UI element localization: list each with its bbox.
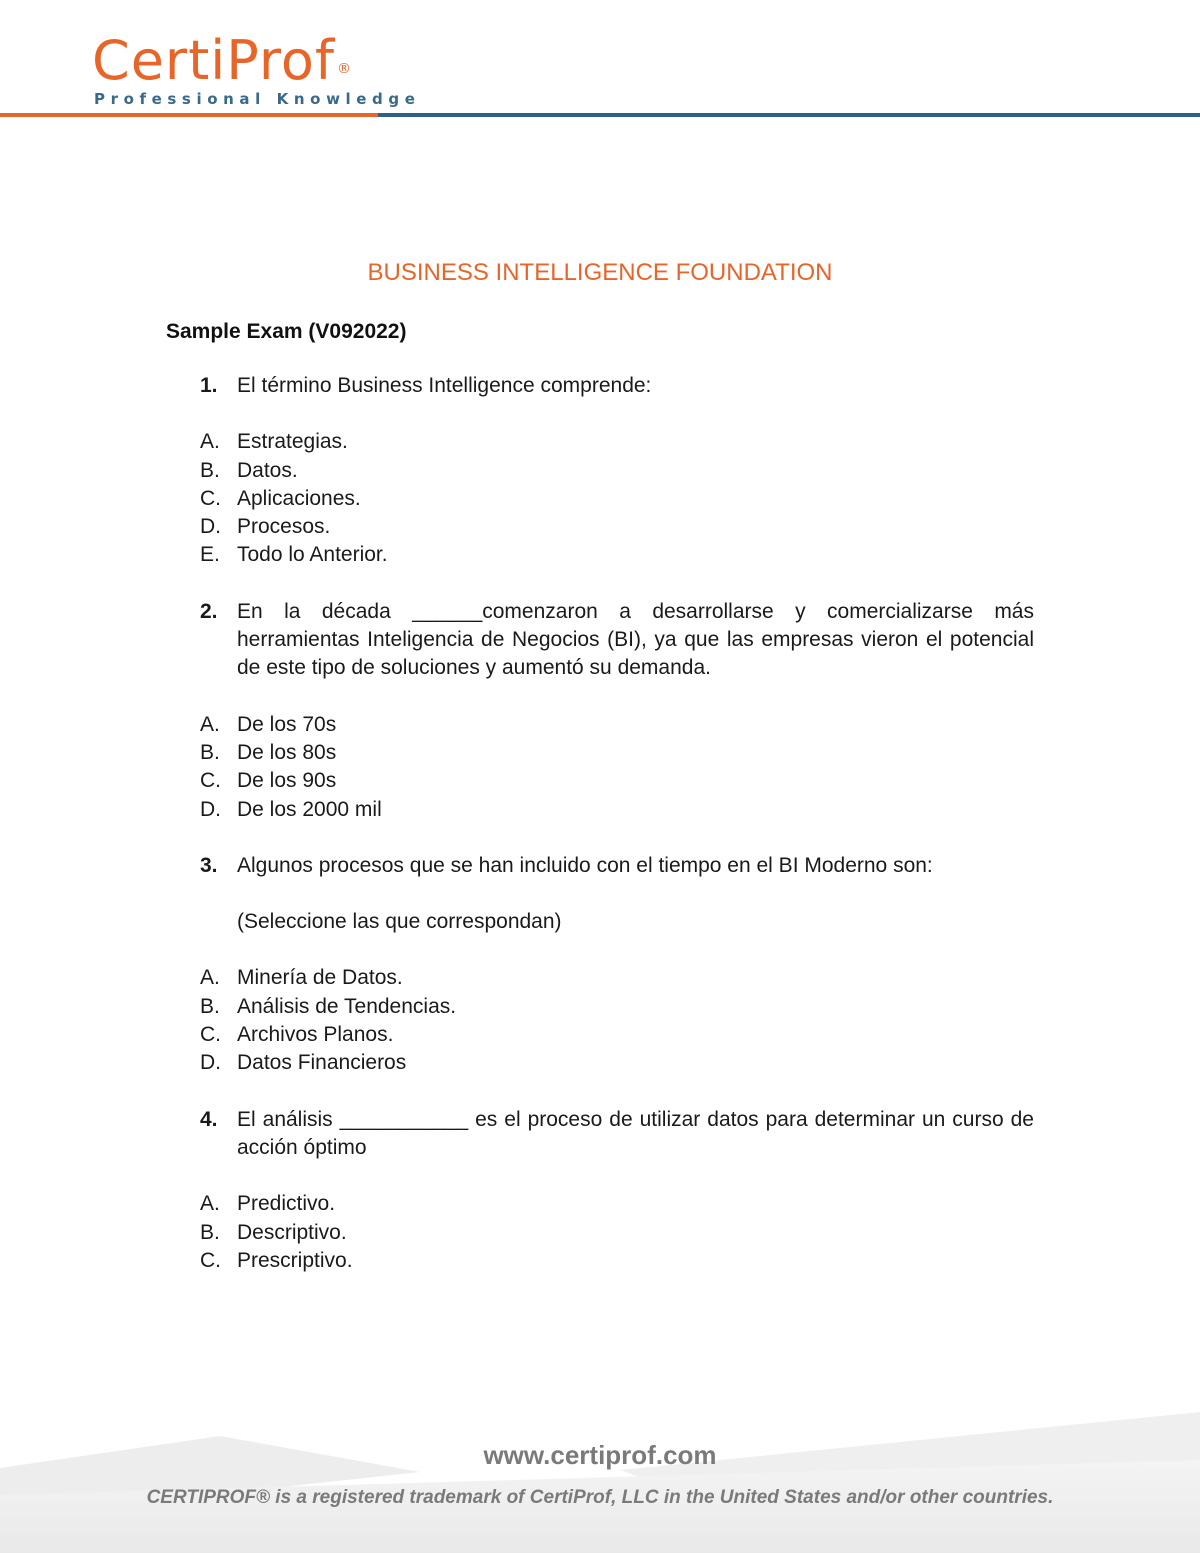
option <box>200 428 1034 456</box>
footer-website: www.certiprof.com <box>483 1440 717 1470</box>
option <box>200 1219 1034 1247</box>
option-text: De los 90s <box>237 769 337 793</box>
option-letter: C. <box>200 1023 221 1047</box>
option-text: Datos Financieros <box>237 1051 407 1075</box>
question-4 <box>200 1106 1034 1163</box>
option-letter: C. <box>200 486 221 510</box>
question-number: 4. <box>200 1107 218 1131</box>
option-text: Prescriptivo. <box>237 1248 353 1272</box>
option <box>200 993 1034 1021</box>
question-4-options <box>200 1190 1034 1275</box>
option-letter: C. <box>200 1248 221 1272</box>
option-letter: B. <box>200 458 220 482</box>
logo-wordmark: CertiProf ® <box>92 29 352 92</box>
question-text: El término Business Intelligence comprende: <box>237 374 652 397</box>
footer-background <box>0 1400 1200 1553</box>
question-list <box>200 372 1034 1303</box>
option-letter: B. <box>200 1220 220 1244</box>
option-letter: A. <box>200 430 220 454</box>
option <box>200 485 1034 513</box>
option-text: Todo lo Anterior. <box>237 543 388 567</box>
certiprof-logo <box>92 30 421 108</box>
option <box>200 1049 1034 1077</box>
option-text: Análisis de Tendencias. <box>237 994 457 1018</box>
option-text: De los 80s <box>237 740 337 764</box>
question-3-options <box>200 964 1034 1077</box>
question-3-note: (Seleccione las que correspondan) <box>237 910 562 934</box>
option <box>200 513 1034 541</box>
logo-tagline: Professional Knowledge <box>94 90 421 108</box>
option-letter: A. <box>200 966 220 990</box>
option <box>200 711 1034 739</box>
option-text: Estrategias. <box>237 430 348 454</box>
question-number: 2. <box>200 599 218 623</box>
option <box>200 541 1034 569</box>
option-letter: A. <box>200 1192 220 1216</box>
option <box>200 457 1034 485</box>
option-text: Archivos Planos. <box>237 1023 394 1047</box>
option-letter: B. <box>200 740 220 764</box>
question-1-options <box>200 428 1034 569</box>
option <box>200 1190 1034 1218</box>
document-title: BUSINESS INTELLIGENCE FOUNDATION <box>367 259 833 286</box>
question-number: 3. <box>200 853 218 877</box>
option-letter: A. <box>200 712 220 736</box>
option-text: Procesos. <box>237 515 331 539</box>
option-text: Descriptivo. <box>237 1220 347 1244</box>
logo-registered-mark: ® <box>336 61 352 77</box>
option <box>200 964 1034 992</box>
question-2-options <box>200 711 1034 824</box>
question-text: El análisis ___________ es el proceso de utilizar datos para determinar un curso de acción óptimo <box>237 1107 1034 1159</box>
option-letter: D. <box>200 515 221 539</box>
exam-label: Sample Exam (V092022) <box>166 320 407 343</box>
option-text: De los 2000 mil <box>237 797 382 821</box>
option-text: Predictivo. <box>237 1192 336 1216</box>
header-divider <box>0 113 1200 117</box>
option-text: Datos. <box>237 458 298 482</box>
option-letter: D. <box>200 797 221 821</box>
footer-trademark-notice: CERTIPROF® is a registered trademark of CertiProf, LLC in the United States and/or other countries. <box>146 1487 1054 1508</box>
option <box>200 1247 1034 1275</box>
question-number: 1. <box>200 374 218 397</box>
question-2 <box>200 598 1034 683</box>
option-text: Aplicaciones. <box>237 486 361 510</box>
question-text: En la década ______comenzaron a desarrollarse y comercializarse más herramientas Inteligencia de Negocios (BI), ya que las empresas vieron el potencial de este tipo de soluciones y aumentó su demanda. <box>237 599 1034 680</box>
option-letter: C. <box>200 769 221 793</box>
question-3 <box>200 852 1034 880</box>
question-text: Algunos procesos que se han incluido con el tiempo en el BI Moderno son: <box>237 853 933 877</box>
option-text: De los 70s <box>237 712 337 736</box>
option-text: Minería de Datos. <box>237 966 403 990</box>
option-letter: E. <box>200 543 220 567</box>
question-1 <box>200 372 1034 400</box>
option <box>200 1021 1034 1049</box>
option <box>200 739 1034 767</box>
option <box>200 767 1034 795</box>
option-letter: D. <box>200 1051 221 1075</box>
option-letter: B. <box>200 994 220 1018</box>
option <box>200 796 1034 824</box>
